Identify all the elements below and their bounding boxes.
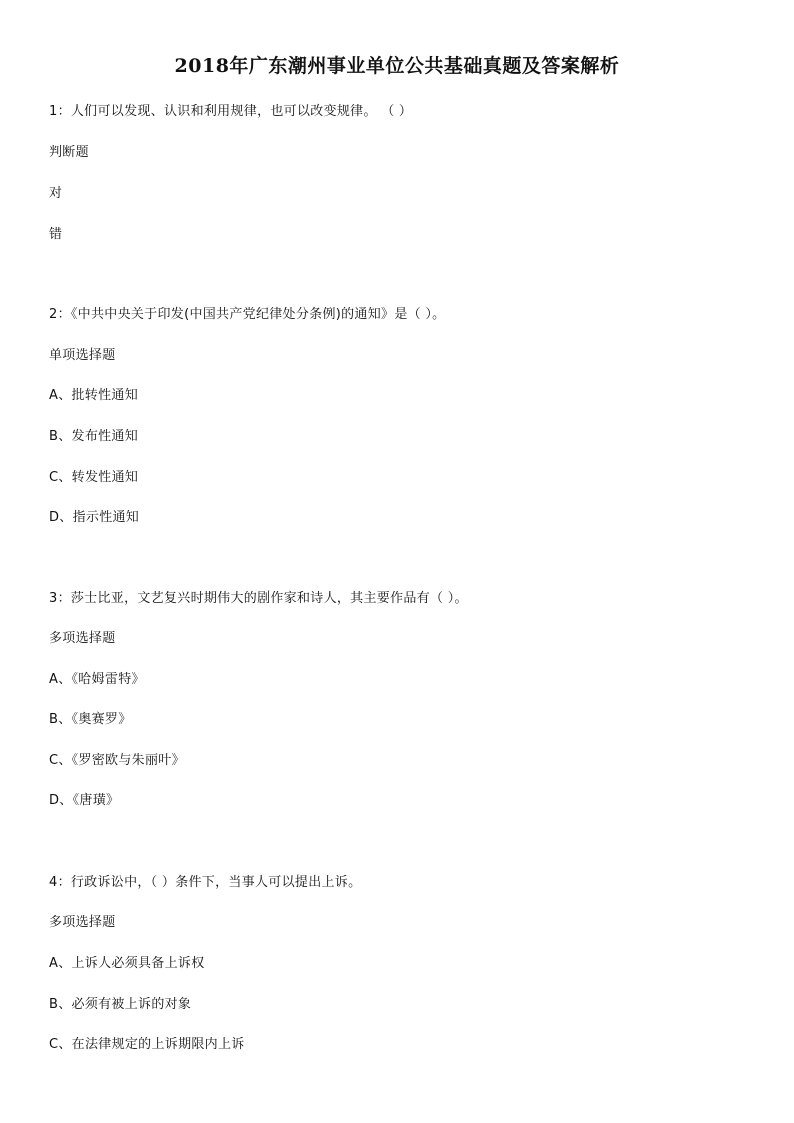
- question-4-option-c: C、在法律规定的上诉期限内上诉: [49, 1037, 245, 1052]
- question-1-option-b: 错: [49, 227, 63, 242]
- question-4-stem: 4：行政诉讼中，（ ）条件下，当事人可以提出上诉。: [49, 875, 362, 890]
- question-1-type: 判断题: [49, 145, 89, 160]
- question-3-option-b: B、《奥赛罗》: [49, 712, 132, 727]
- question-3-option-d: D、《唐璜》: [49, 793, 120, 808]
- question-4-option-b: B、必须有被上诉的对象: [49, 997, 192, 1012]
- question-3-option-a: A、《哈姆雷特》: [49, 672, 145, 687]
- question-2-option-d: D、指示性通知: [49, 510, 140, 525]
- question-2-option-c: C、转发性通知: [49, 470, 139, 485]
- question-2-type: 单项选择题: [49, 348, 116, 363]
- question-2-option-b: B、发布性通知: [49, 429, 139, 444]
- question-3-stem: 3：莎士比亚，文艺复兴时期伟大的剧作家和诗人，其主要作品有（ ）。: [49, 591, 468, 606]
- question-1-option-a: 对: [49, 186, 63, 201]
- question-4-type: 多项选择题: [49, 915, 116, 930]
- question-3-type: 多项选择题: [49, 631, 116, 646]
- question-2-option-a: A、批转性通知: [49, 388, 138, 403]
- document-title: 2018年广东潮州事业单位公共基础真题及答案解析: [174, 55, 620, 77]
- question-3-option-c: C、《罗密欧与朱丽叶》: [49, 753, 185, 768]
- question-2-stem: 2：《中共中央关于印发(中国共产党纪律处分条例)的通知》是（ ）。: [49, 307, 446, 322]
- question-4-option-a: A、上诉人必须具备上诉权: [49, 956, 205, 971]
- question-1-stem: 1：人们可以发现、认识和利用规律，也可以改变规律。 （ ）: [49, 104, 413, 119]
